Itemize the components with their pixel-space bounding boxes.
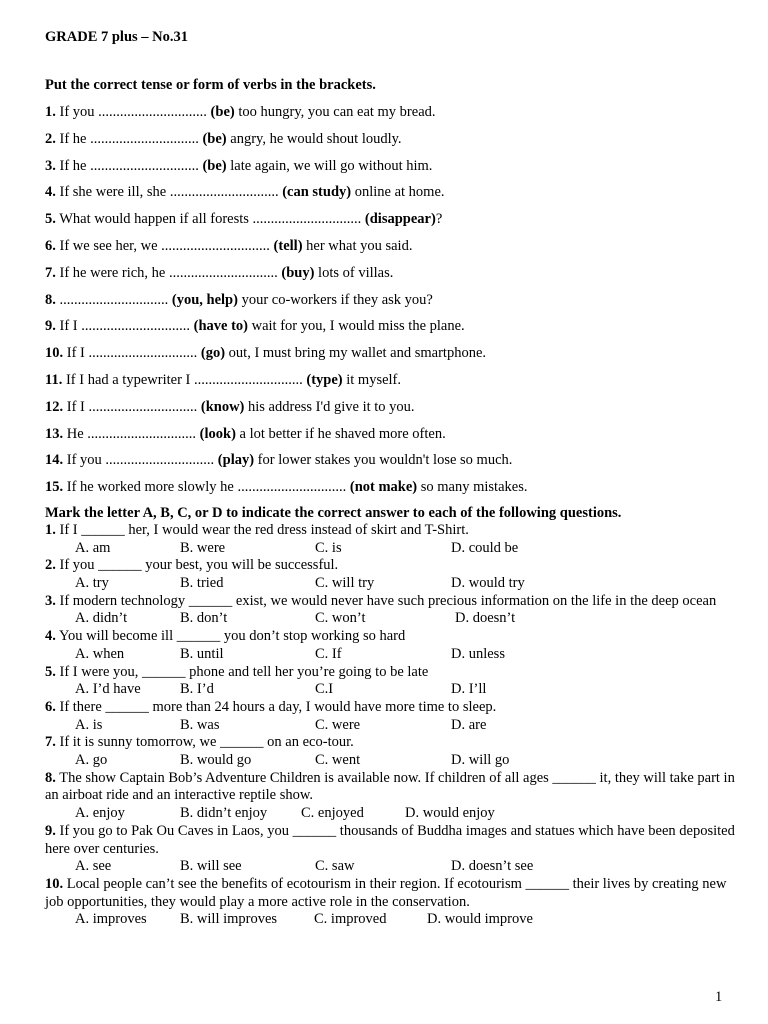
answer-blank: .............................. bbox=[252, 211, 362, 228]
item-text-before: If I bbox=[59, 318, 82, 335]
answer-option-c: C. improved bbox=[314, 911, 387, 928]
question-text bbox=[45, 664, 735, 682]
answer-option-a: A. when bbox=[75, 645, 125, 662]
answer-option-c: C. is bbox=[315, 539, 342, 556]
question-number: 9. bbox=[45, 822, 56, 839]
answer-option-c: C. will try bbox=[315, 575, 375, 592]
question-item bbox=[45, 823, 735, 876]
item-number: 6. bbox=[45, 237, 56, 254]
item-number: 5. bbox=[45, 211, 56, 228]
answer-option-d: D. could be bbox=[451, 539, 519, 556]
answer-option-a: A. is bbox=[75, 716, 103, 733]
exercise-item bbox=[45, 103, 735, 130]
question-stem: If I ______ her, I would wear the red dress instead of skirt and T-Shirt. bbox=[59, 522, 469, 538]
question-item bbox=[45, 593, 735, 628]
item-number: 13. bbox=[45, 425, 64, 442]
answer-option-b: B. would go bbox=[180, 752, 252, 769]
exercise-item bbox=[45, 317, 735, 344]
answer-option-b: B. don’t bbox=[180, 610, 228, 627]
item-text-after: late again, we will go without him. bbox=[226, 157, 433, 174]
answer-option-b: B. tried bbox=[180, 575, 224, 592]
answer-option-a: A. I’d have bbox=[75, 681, 141, 698]
item-number: 2. bbox=[45, 130, 56, 147]
question-item bbox=[45, 522, 735, 557]
answer-option-a: A. try bbox=[75, 575, 109, 592]
item-text-before: He bbox=[66, 425, 88, 442]
answer-blank: .............................. bbox=[90, 157, 199, 174]
question-item bbox=[45, 557, 735, 592]
answer-blank: .............................. bbox=[88, 345, 198, 362]
verb-exercise-list bbox=[45, 103, 735, 505]
item-text-after: a lot better if he shaved more often. bbox=[235, 425, 446, 442]
question-item bbox=[45, 770, 735, 823]
answer-options bbox=[45, 752, 735, 770]
answer-option-a: A. go bbox=[75, 752, 108, 769]
item-number: 4. bbox=[45, 184, 56, 201]
item-text-after: her what you said. bbox=[302, 237, 413, 254]
answer-option-c: C. were bbox=[315, 716, 361, 733]
answer-blank: .............................. bbox=[169, 184, 279, 201]
item-number: 10. bbox=[45, 345, 64, 362]
item-text-before: What would happen if all forests bbox=[59, 211, 253, 228]
answer-options bbox=[45, 540, 735, 558]
verb-hint: (disappear) bbox=[361, 211, 436, 228]
exercise-item bbox=[45, 130, 735, 157]
answer-option-c: C. won’t bbox=[315, 610, 366, 627]
verb-hint: (have to) bbox=[190, 318, 248, 335]
item-number: 9. bbox=[45, 318, 56, 335]
answer-option-d: D. would try bbox=[451, 575, 525, 592]
answer-blank: .............................. bbox=[161, 237, 270, 254]
question-number: 8. bbox=[45, 769, 56, 786]
verb-hint: (you, help) bbox=[168, 291, 238, 308]
multiple-choice-list bbox=[45, 522, 735, 929]
question-stem: Local people can’t see the benefits of ecotourism in their region. If ecotourism ______ their lives by creating new job opportunities, they would play a more active role in the conservation. bbox=[45, 875, 727, 910]
verb-hint: (be) bbox=[198, 130, 227, 147]
question-text bbox=[45, 699, 735, 717]
exercise-item bbox=[45, 291, 735, 318]
exercise-item bbox=[45, 344, 735, 371]
question-number: 7. bbox=[45, 734, 56, 751]
item-text-after: it myself. bbox=[342, 371, 402, 388]
question-number: 1. bbox=[45, 522, 56, 538]
answer-options bbox=[45, 805, 735, 823]
question-item bbox=[45, 628, 735, 663]
answer-options bbox=[45, 575, 735, 593]
question-stem: If you ______ your best, you will be successful. bbox=[59, 557, 339, 574]
item-text-before: If I had a typewriter I bbox=[65, 371, 194, 388]
answer-option-d: D. are bbox=[451, 716, 487, 733]
question-text bbox=[45, 770, 735, 805]
verb-hint: (can study) bbox=[278, 184, 352, 201]
question-text bbox=[45, 628, 735, 646]
item-text-after: ? bbox=[435, 211, 443, 228]
answer-option-b: B. I’d bbox=[180, 681, 214, 698]
item-text-before: If you bbox=[66, 452, 106, 469]
item-text-before: If we see her, we bbox=[59, 237, 162, 254]
answer-option-a: A. am bbox=[75, 539, 111, 556]
answer-options bbox=[45, 858, 735, 876]
question-number: 3. bbox=[45, 592, 56, 609]
verb-hint: (type) bbox=[302, 371, 343, 388]
answer-option-c: C.I bbox=[315, 681, 334, 698]
question-text bbox=[45, 557, 735, 575]
answer-option-d: D. unless bbox=[451, 645, 505, 662]
question-stem: The show Captain Bob’s Adventure Children is available now. If children of all ages ______ it, they will take part in an airboat ride and an interactive reptile show. bbox=[45, 769, 735, 804]
answer-blank: .............................. bbox=[88, 398, 198, 415]
verb-hint: (know) bbox=[197, 398, 245, 415]
verb-hint: (be) bbox=[206, 104, 235, 120]
answer-option-a: A. see bbox=[75, 858, 112, 875]
answer-blank: .............................. bbox=[81, 318, 190, 335]
answer-options bbox=[45, 717, 735, 735]
question-text bbox=[45, 734, 735, 752]
item-text-after: angry, he would shout loudly. bbox=[226, 130, 402, 147]
answer-option-a: A. enjoy bbox=[75, 805, 125, 822]
question-stem: If you go to Pak Ou Caves in Laos, you ______ thousands of Buddha images and statues which have been deposited here over centuries. bbox=[45, 822, 735, 857]
answer-options bbox=[45, 610, 735, 628]
answer-option-d: D. doesn’t bbox=[455, 610, 516, 627]
question-item bbox=[45, 876, 735, 929]
item-text-after: online at home. bbox=[351, 184, 445, 201]
question-item bbox=[45, 734, 735, 769]
question-stem: If there ______ more than 24 hours a day, I would have more time to sleep. bbox=[59, 698, 497, 715]
question-text bbox=[45, 823, 735, 858]
answer-blank: .............................. bbox=[193, 371, 303, 388]
question-stem: If I were you, ______ phone and tell her you’re going to be late bbox=[59, 663, 429, 680]
answer-option-a: A. didn’t bbox=[75, 610, 128, 627]
item-text-after: lots of villas. bbox=[314, 264, 394, 281]
question-stem: You will become ill ______ you don’t stop working so hard bbox=[58, 628, 406, 645]
exercise-item bbox=[45, 183, 735, 210]
question-text bbox=[45, 522, 735, 540]
question-stem: If modern technology ______ exist, we would never have such precious information on the life in the deep ocean bbox=[59, 592, 717, 609]
verb-hint: (tell) bbox=[269, 237, 303, 254]
answer-option-c: C. enjoyed bbox=[301, 805, 364, 822]
question-number: 2. bbox=[45, 557, 56, 574]
verb-hint: (look) bbox=[196, 425, 236, 442]
answer-option-b: B. didn’t enjoy bbox=[180, 805, 268, 822]
answer-blank: .............................. bbox=[90, 130, 199, 147]
question-stem: If it is sunny tomorrow, we ______ on an eco-tour. bbox=[59, 734, 354, 751]
item-text-after: your co-workers if they ask you? bbox=[237, 291, 433, 308]
item-number: 1. bbox=[45, 104, 56, 120]
answer-blank: .............................. bbox=[237, 479, 347, 496]
question-number: 6. bbox=[45, 698, 56, 715]
answer-option-a: A. improves bbox=[75, 911, 147, 928]
answer-options bbox=[45, 911, 735, 929]
page-title: GRADE 7 plus – No.31 bbox=[45, 29, 189, 45]
exercise-item bbox=[45, 157, 735, 184]
item-number: 14. bbox=[45, 452, 64, 469]
answer-blank: .............................. bbox=[87, 425, 197, 442]
verb-hint: (not make) bbox=[346, 479, 418, 496]
item-number: 15. bbox=[45, 479, 64, 496]
answer-blank: .............................. bbox=[98, 104, 207, 120]
exercise-item bbox=[45, 478, 735, 505]
question-text bbox=[45, 876, 735, 911]
section1-heading: Put the correct tense or form of verbs in the brackets. bbox=[45, 77, 376, 93]
item-number: 11. bbox=[45, 371, 63, 388]
item-number: 3. bbox=[45, 157, 56, 174]
item-text-after: too hungry, you can eat my bread. bbox=[234, 104, 436, 120]
answer-options bbox=[45, 681, 735, 699]
question-number: 5. bbox=[45, 663, 56, 680]
item-text-after: his address I'd give it to you. bbox=[244, 398, 415, 415]
answer-option-c: C. saw bbox=[315, 858, 355, 875]
item-number: 8. bbox=[45, 291, 56, 308]
item-text-before: If I bbox=[66, 345, 89, 362]
page-number: 1 bbox=[715, 989, 723, 1005]
verb-hint: (buy) bbox=[277, 264, 315, 281]
item-text-before: If he bbox=[59, 157, 91, 174]
answer-option-b: B. until bbox=[180, 645, 224, 662]
exercise-item bbox=[45, 451, 735, 478]
verb-hint: (play) bbox=[214, 452, 255, 469]
question-number: 4. bbox=[45, 628, 56, 645]
verb-hint: (be) bbox=[198, 157, 227, 174]
item-text-after: wait for you, I would miss the plane. bbox=[248, 318, 465, 335]
item-text-before: If he bbox=[59, 130, 91, 147]
answer-options bbox=[45, 646, 735, 664]
item-text-before: If he worked more slowly he bbox=[66, 479, 238, 496]
item-text-before: If you bbox=[59, 104, 99, 120]
answer-blank: .............................. bbox=[59, 291, 169, 308]
question-number: 10. bbox=[45, 875, 64, 892]
section2-heading: Mark the letter A, B, C, or D to indicate the correct answer to each of the following questions. bbox=[45, 505, 622, 521]
exercise-item bbox=[45, 425, 735, 452]
exercise-item bbox=[45, 371, 735, 398]
answer-option-d: D. doesn’t see bbox=[451, 858, 534, 875]
answer-blank: .............................. bbox=[105, 452, 215, 469]
answer-option-b: B. will see bbox=[180, 858, 242, 875]
exercise-item bbox=[45, 210, 735, 237]
answer-blank: .............................. bbox=[169, 264, 278, 281]
answer-option-d: D. would improve bbox=[427, 911, 533, 928]
answer-option-b: B. was bbox=[180, 716, 220, 733]
question-item bbox=[45, 699, 735, 734]
exercise-item bbox=[45, 264, 735, 291]
answer-option-d: D. would enjoy bbox=[405, 805, 495, 822]
item-text-after: out, I must bring my wallet and smartphone. bbox=[225, 345, 487, 362]
question-item bbox=[45, 664, 735, 699]
exercise-item bbox=[45, 398, 735, 425]
answer-option-c: C. If bbox=[315, 645, 342, 662]
item-text-before: If she were ill, she bbox=[59, 184, 170, 201]
item-text-after: for lower stakes you wouldn't lose so much. bbox=[254, 452, 513, 469]
verb-hint: (go) bbox=[197, 345, 226, 362]
item-text-after: so many mistakes. bbox=[417, 479, 528, 496]
item-number: 12. bbox=[45, 398, 64, 415]
answer-option-b: B. will improves bbox=[180, 911, 278, 928]
answer-option-b: B. were bbox=[180, 539, 226, 556]
answer-option-c: C. went bbox=[315, 752, 361, 769]
item-text-before: If he were rich, he bbox=[59, 264, 169, 281]
question-text bbox=[45, 593, 735, 611]
item-number: 7. bbox=[45, 264, 56, 281]
answer-option-d: D. I’ll bbox=[451, 681, 487, 698]
exercise-item bbox=[45, 237, 735, 264]
answer-option-d: D. will go bbox=[451, 752, 510, 769]
item-text-before: If I bbox=[66, 398, 89, 415]
